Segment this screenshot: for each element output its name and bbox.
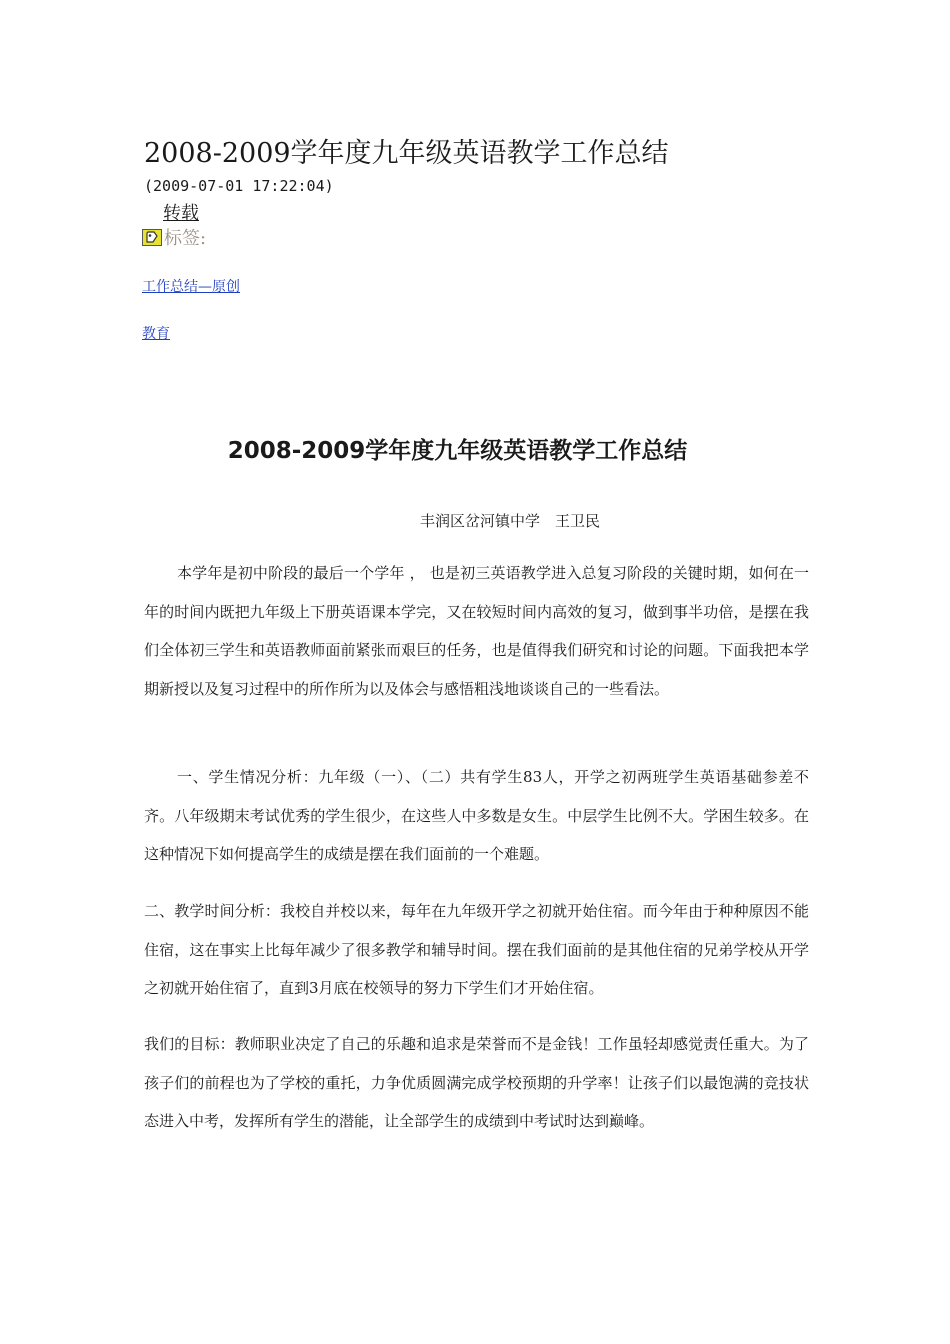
post-date: (2009-07-01 17:22:04): [144, 177, 334, 195]
tags-line: [142, 224, 206, 250]
tag-link-work-summary[interactable]: 工作总结—原创: [142, 279, 240, 295]
tag-link-education[interactable]: 教育: [142, 326, 170, 342]
paragraph-student-analysis: 一、学生情况分析：九年级（一）、（二）共有学生83人，开学之初两班学生英语基础参差不齐。八年级期末考试优秀的学生很少，在这些人中多数是女生。中层学生比例不大。学困生较多。在这种情况下如何提高学生的成绩是摆在我们面前的一个难题。: [144, 768, 809, 863]
paragraph-intro: 本学年是初中阶段的最后一个学年 ， 也是初三英语教学进入总复习阶段的关键时期，如何在一年的时间内既把九年级上下册英语课本学完，又在较短时间内高效的复习，做到事半功倍，是摆在我们全体初三学生和英语教师面前紧张而艰巨的任务，也是值得我们研究和讨论的问题。下面我把本学期新授以及复习过程中的所作所为以及体会与感悟粗浅地谈谈自己的一些看法。: [144, 564, 809, 698]
tags-label: 标签:: [164, 228, 207, 249]
repost-link[interactable]: 转载: [163, 203, 199, 224]
paragraph-time-analysis: 二、教学时间分析：我校自并校以来，每年在九年级开学之初就开始住宿。而今年由于种种原因不能住宿，这在事实上比每年减少了很多教学和辅导时间。摆在我们面前的是其他住宿的兄弟学校从开学之初就开始住宿了，直到3月底在校领导的努力下学生们才开始住宿。: [144, 902, 809, 997]
paragraph-goals: 我们的目标：教师职业决定了自己的乐趣和追求是荣誉而不是金钱！工作虽轻却感觉责任重大。为了孩子们的前程也为了学校的重托，力争优质圆满完成学校预期的升学率！让孩子们以最饱满的竞技状态进入中考，发挥所有学生的潜能，让全部学生的成绩到中考试时达到巅峰。: [144, 1035, 809, 1130]
blog-post-title: 2008-2009学年度九年级英语教学工作总结: [144, 138, 669, 169]
tag-icon: [142, 229, 162, 246]
tag-icon-glyph: [145, 231, 159, 244]
article-title: 2008-2009学年度九年级英语教学工作总结: [227, 438, 688, 464]
author-line: 丰润区岔河镇中学 王卫民: [420, 512, 601, 530]
